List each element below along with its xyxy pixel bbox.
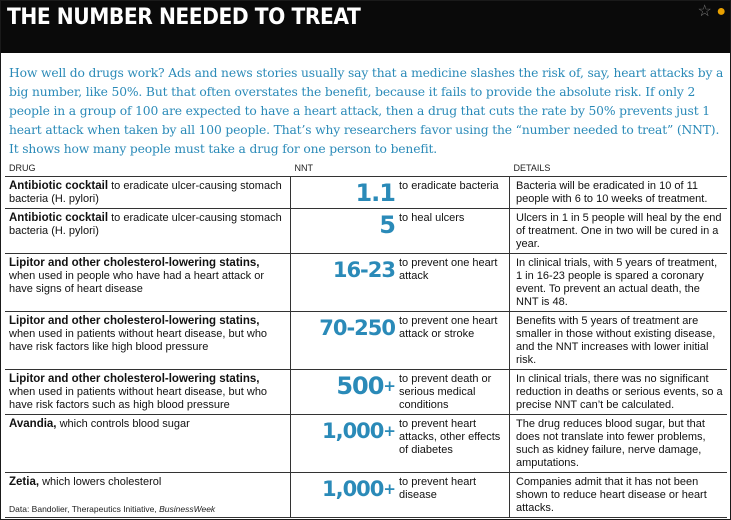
drug-name: Lipitor and other cholesterol-lowering statins, [9,315,260,327]
details-cell: Bacteria will be eradicated in 10 of 11 people with 6 to 10 weeks of treatment. [510,177,728,209]
nnt-value-wrap [295,212,399,238]
page-title: THE NUMBER NEEDED TO TREAT [7,5,361,30]
details-cell: In clinical trials, there was no significant reduction in deaths or serious events, so a precise NNT can’t be calculated. [510,370,728,415]
drug-cell [5,312,291,370]
nnt-value: 1.1 [355,179,395,207]
nnt-plus: + [383,480,395,498]
column-header-details: DETAILS [510,161,728,177]
nnt-cell [291,370,510,415]
nnt-value-wrap [295,476,399,502]
drug-description: which lowers cholesterol [39,476,162,488]
nnt-value: 500 [336,372,384,400]
nnt-cell [291,473,510,518]
drug-cell [5,209,291,254]
nnt-description: to eradicate bacteria [399,180,499,192]
table-row [5,312,727,370]
nnt-table [5,161,727,518]
drug-name: Zetia, [9,476,40,488]
nnt-value: 16-23 [332,258,395,282]
nnt-description: to prevent death or serious medical conditions [399,373,492,411]
table-header-row [5,161,727,177]
nnt-value-wrap [295,315,399,341]
drug-description: when used in people who have had a heart attack or have signs of heart disease [9,270,265,295]
intro-text: How well do drugs work? Ads and news stories usually say that a medicine slashes the risk of, say, heart attacks by a big number, like 50%. But that often overstates the benefit, because it fails to provide the absolute risk. If only 2 people in a group of 100 are expected to have a heart attack, then a drug that cuts the rate by 50% prevents just 1 heart attack when taken by all 100 people. That’s why researchers favor using the “number needed to treat” (NNT). It shows how many people must take a drug for one person to benefit. [9,66,724,156]
drug-name: Lipitor and other cholesterol-lowering statins, [9,373,260,385]
drug-cell [5,254,291,312]
nnt-description: to prevent heart attacks, other effects of diabetes [399,418,501,456]
drug-cell [5,415,291,473]
table-row [5,177,727,209]
nnt-description: to prevent one heart attack [399,257,498,282]
drug-name: Antibiotic cocktail [9,180,109,192]
footer-prefix: Data: Bandolier, Therapeutics Initiative, [9,504,160,514]
nnt-value: 70-250 [319,316,395,340]
table-row [5,209,727,254]
drug-description: to eradicate ulcer-causing stomach bacteria (H. pylori) [9,180,282,205]
drug-description: which controls blood sugar [56,418,190,430]
column-header-nnt: NNT [291,161,510,177]
nnt-cell [291,312,510,370]
nnt-value-wrap [295,373,399,399]
favorite-icon[interactable]: ● [716,3,726,20]
drug-cell [5,177,291,209]
nnt-value: 1,000 [321,419,384,443]
footer-source [9,504,215,514]
table-row [5,370,727,415]
details-cell: Companies admit that it has not been shown to reduce heart disease or heart attacks. [510,473,728,518]
drug-description: when used in patients without heart disease, but who have risk factors such as high blood pressure [9,386,268,411]
nnt-cell [291,209,510,254]
details-cell: Ulcers in 1 in 5 people will heal by the end of treatment. One in two will be cured in a year. [510,209,728,254]
details-cell: Benefits with 5 years of treatment are smaller in those without existing disease, and the NNT increases with lower initial risk. [510,312,728,370]
footer-source-name: BusinessWeek [159,504,216,514]
details-cell: In clinical trials, with 5 years of treatment, 1 in 16-23 people is spared a coronary event. To prevent an actual death, the NNT is 48. [510,254,728,312]
nnt-cell [291,177,510,209]
nnt-value: 1,000 [321,477,384,501]
column-header-drug: DRUG [5,161,291,177]
nnt-value-wrap [295,180,399,206]
nnt-cell [291,415,510,473]
title-bar [1,1,731,53]
nnt-value-wrap [295,257,399,283]
drug-description: to eradicate ulcer-causing stomach bacteria (H. pylori) [9,212,282,237]
details-cell: The drug reduces blood sugar, but that does not translate into fewer problems, such as kidney failure, nerve damage, amputations. [510,415,728,473]
drug-name: Lipitor and other cholesterol-lowering statins, [9,257,260,269]
corner-icons [698,1,726,21]
table-row [5,415,727,473]
drug-name: Antibiotic cocktail [9,212,109,224]
drug-name: Avandia, [9,418,57,430]
nnt-description: to prevent one heart attack or stroke [399,315,498,340]
intro-paragraph [9,64,727,159]
nnt-description: to heal ulcers [399,212,465,224]
drug-description: when used in patients without heart disease, but who have risk factors like high blood pressure [9,328,268,353]
drug-cell [5,370,291,415]
nnt-plus: + [383,422,395,440]
nnt-description: to prevent heart disease [399,476,477,501]
nnt-cell [291,254,510,312]
table-row [5,254,727,312]
star-icon[interactable]: ☆ [697,3,712,20]
nnt-plus: + [383,377,395,395]
nnt-value-wrap [295,418,399,444]
nnt-value: 5 [379,211,395,239]
